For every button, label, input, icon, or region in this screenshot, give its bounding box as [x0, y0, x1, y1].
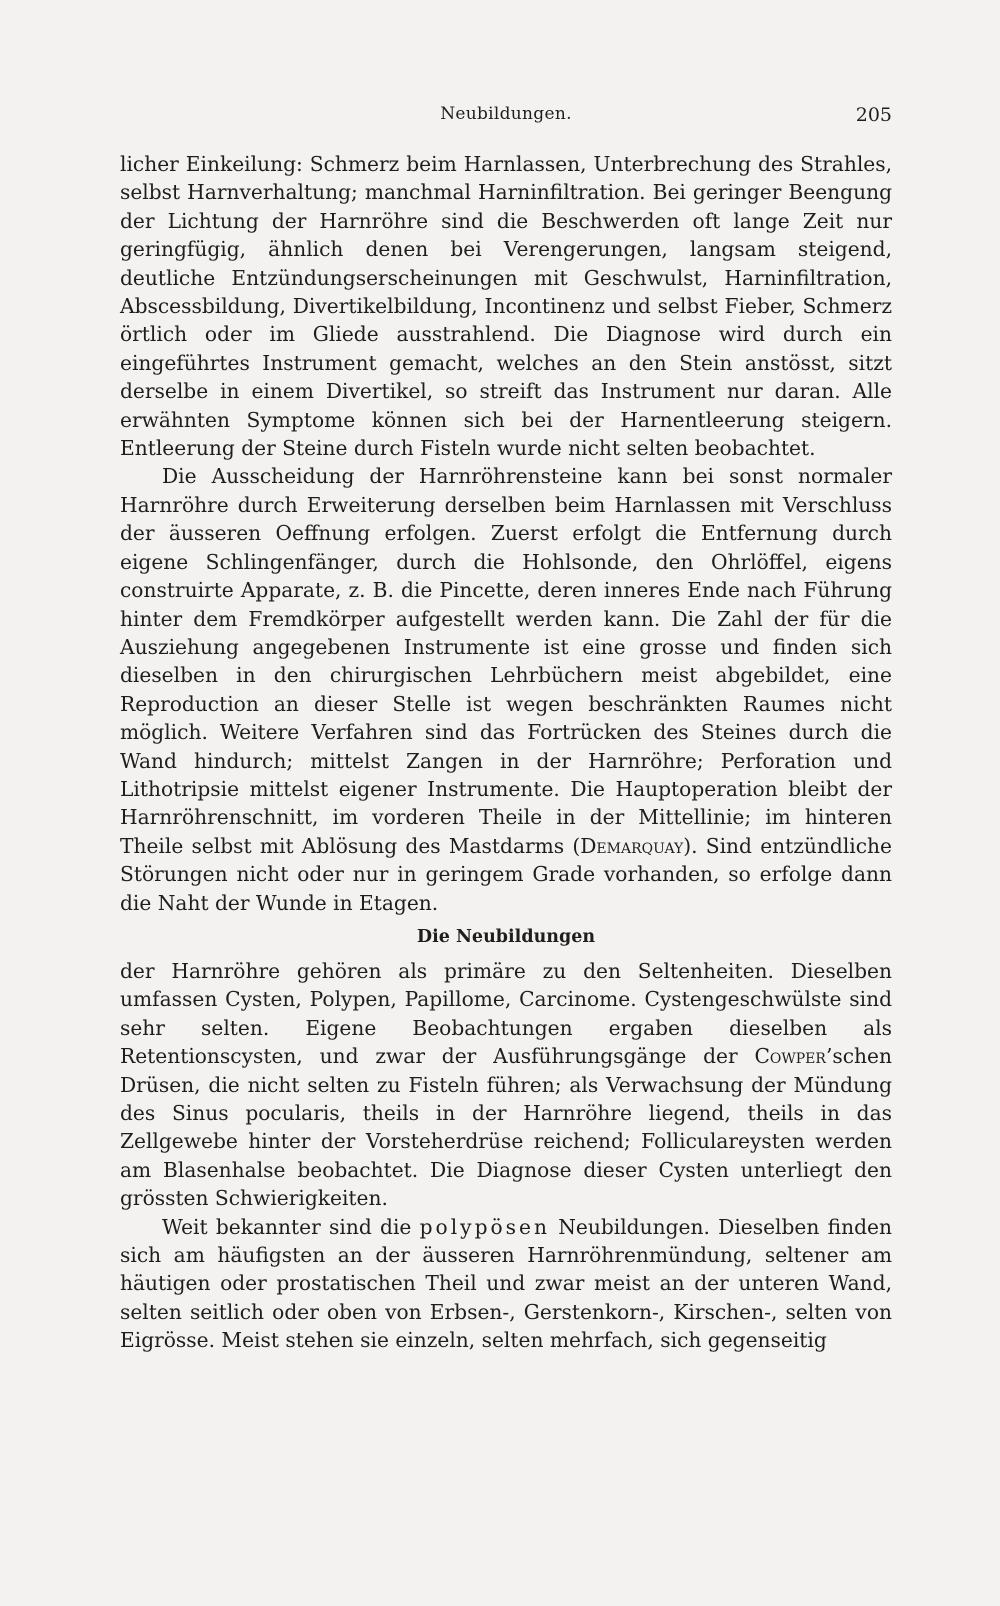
paragraph-polyps	[120, 1213, 892, 1355]
paragraph-text: licher Einkeilung: Schmerz beim Harnlassen, Unterbrechung des Strahles, selbst Harnverhaltung; manchmal Harninfiltration. Bei geringer Beengung der Lichtung der Harnröhre sind die Beschwerden oft lange Zeit nur geringfügig, ähnlich denen bei Verengerungen, langsam steigend, deutliche Entzündungserscheinungen mit Geschwulst, Harninfiltration, Abscessbildung, Divertikelbildung, Incontinenz und selbst Fieber, Schmerz örtlich oder im Gliede ausstrahlend. Die Diagnose wird durch ein eingeführtes Instrument gemacht, welches an den Stein anstösst, sitzt derselbe in einem Divertikel, so streift das Instrument nur daran. Alle erwähnten Symptome können sich bei der Harnentleerung steigern. Entleerung der Steine durch Fisteln wurde nicht selten beobachtet.	[120, 152, 892, 461]
author-name: Demarquay	[580, 833, 684, 858]
author-name: Cowper	[754, 1044, 826, 1069]
paragraph-text: ’schen Drüsen, die nicht selten zu Fisteln führen; als Verwachsung der Mündung des Sinus pocularis, theils in der Harnröhre liegend, theils in das Zellgewebe hinter der Vorsteherdrüse reichend; Folliculareysten werden am Blasenhalse beobachtet. Die Diagnose dieser Cysten unterliegt den grössten Schwierigkeiten.	[120, 1044, 892, 1211]
paragraph-text: der Harnröhre gehören als primäre zu den Seltenheiten. Dieselben umfassen Cysten, Polypen, Papillome, Carcinome. Cystengeschwülste sind sehr selten. Eigene Beobachtungen ergaben dieselben als Retentionscysten, und zwar der Ausführungsgänge der	[120, 958, 892, 1069]
paragraph-text: Neubildungen. Dieselben finden sich am häufigsten an der äusseren Harnröhrenmündung, seltener am häutigen oder prostatischen Theil und zwar meist an der unteren Wand, selten seitlich oder oben von Erbsen-, Gerstenkorn-, Kirschen-, selten von Eigrösse. Meist stehen sie einzeln, selten mehrfach, sich gegenseitig	[120, 1214, 892, 1353]
paragraph-stone-symptoms	[120, 150, 892, 462]
page-number: 205	[855, 104, 892, 126]
section-heading: Die Neubildungen	[416, 926, 596, 947]
page-header	[120, 104, 892, 130]
paragraph-text: Weit bekannter sind die	[162, 1214, 420, 1239]
paragraph-stone-removal	[120, 462, 892, 917]
emphasized-word: polypösen	[419, 1214, 550, 1239]
paragraph-text: ). Sind entzündliche Störungen nicht oder nur in geringem Grade vorhanden, so erfolge dann die Naht der Wunde in Etagen.	[120, 833, 892, 915]
paragraph-text: Die Ausscheidung der Harnröhrensteine kann bei sonst normaler Harnröhre durch Erweiterung derselben beim Harnlassen mit Verschluss der äusseren Oeffnung erfolgen. Zuerst erfolgt die Entfernung durch eigene Schlingenfänger, durch die Hohlsonde, den Ohrlöffel, eigens construirte Apparate, z. B. die Pincette, deren inneres Ende nach Führung hinter dem Fremdkörper aufgestellt werden kann. Die Zahl der für die Ausziehung angegebenen Instrumente ist eine grosse und finden sich dieselben in den chirurgischen Lehrbüchern meist abgebildet, eine Reproduction an dieser Stelle ist wegen beschränkten Raumes nicht möglich. Weitere Verfahren sind das Fortrücken des Steines durch die Wand hindurch; mittelst Zangen in der Harnröhre; Perforation und Lithotripsie mittelst eigener Instrumente. Die Hauptoperation bleibt der Harnröhrenschnitt, im vorderen Theile in der Mittellinie; im hinteren Theile selbst mit Ablösung des Mastdarms (	[120, 464, 892, 858]
paragraph-cysts	[120, 957, 892, 1213]
body-text	[120, 150, 892, 1355]
running-head: Neubildungen.	[440, 104, 572, 124]
